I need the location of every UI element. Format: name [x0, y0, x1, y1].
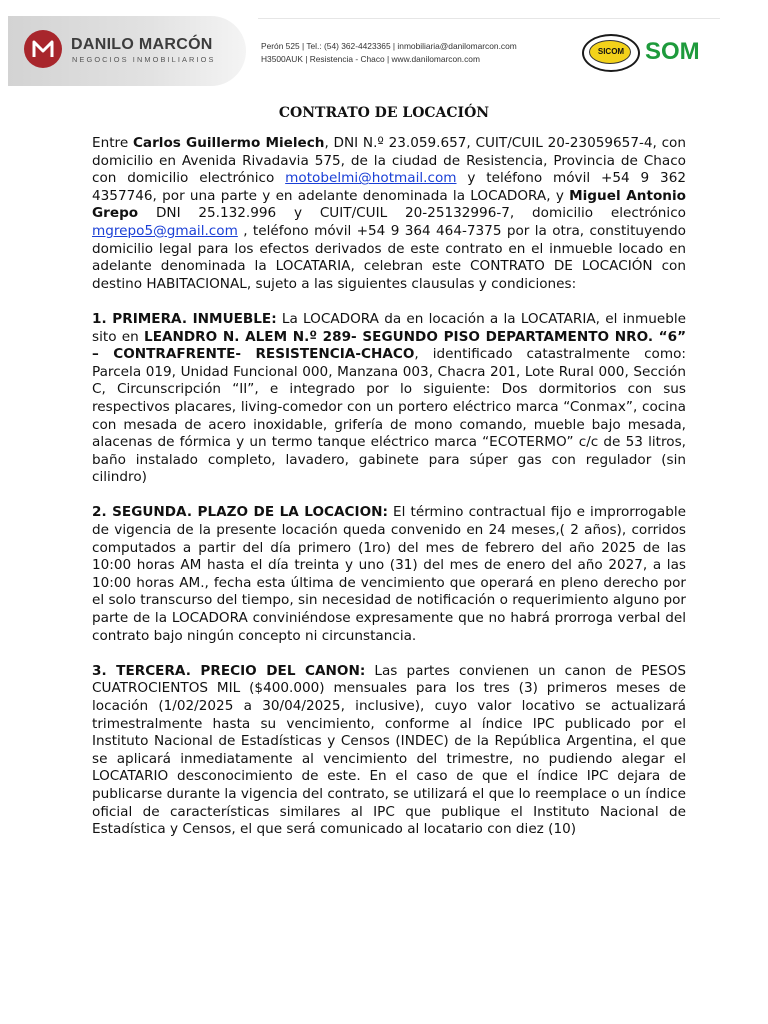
- clause-2-heading: 2. SEGUNDA. PLAZO DE LA LOCACION:: [92, 504, 388, 521]
- clause-2: [92, 504, 686, 645]
- clause-3-text: Las partes convienen un canon de PESOS CUATROCIENTOS MIL ($400.000) mensuales para los tres (3) primeros meses de locación (1/02/2025 a 30/04/2025, inclusive), cuyo valor locativo se actualizará trimestralmente hasta su vencimiento, conforme al índice IPC publicado por el Instituto Nacional de Estadísticas y Censos (INDEC) de la República Argentina, el que se aplicará inmediatamente al vencimiento del trimestre, no pudiendo alegar el LOCATARIO desconocimiento de este. En el caso de que el índice IPC dejara de publicarse durante la vigencia del contrato, se utilizará el que lo reemplace o un índice oficial de características similares al IPC que publique el Instituto Nacional de Estadística y Censos, el que será comunicado al locatario con diez (10): [92, 662, 686, 838]
- contract-body: [92, 135, 686, 856]
- property-address: LEANDRO N. ALEM N.º 289- SEGUNDO PISO DEPARTAMENTO NRO. “6” – CONTRAFRENTE- RESISTENCIA-CHACO: [92, 328, 686, 363]
- clause-1-text: La LOCADORA da en locación a la LOCATARIA, el inmueble sito en: [92, 310, 686, 345]
- sicom-logo-icon: [582, 34, 640, 72]
- intro-text: Entre: [92, 135, 133, 151]
- som-logo: SOM: [645, 38, 700, 65]
- sicom-label: SICOM: [597, 47, 625, 56]
- brand-name: DANILO MARCÓN: [71, 36, 213, 53]
- clause-2-text: El término contractual fijo e improrrogable de vigencia de la presente locación queda convenido en 24 meses,( 2 años), corridos computados a partir del día primero (1ro) del mes de febrero del año 2025 de las 10:00 horas AM hasta el día treinta y uno (31) del mes de enero del año 2027, a las 10:00 horas AM., fecha esta última de vencimiento que operará en pleno derecho por el solo transcurso del tiempo, sin necesidad de notificación o requerimiento alguno por parte de la LOCADORA conviniéndose expresamente que no habrá prorroga verbal del contrato bajo ningún concepto ni circunstancia.: [92, 504, 686, 644]
- intro-text: , DNI N.º 23.059.657, CUIT/CUIL 20-23059657-4, con domicilio en Avenida Rivadavia 575, de la ciudad de Resistencia, Provincia de Chaco con domicilio electrónico: [92, 135, 686, 187]
- contact-line-2: H3500AUK | Resistencia - Chaco | www.danilomarcon.com: [261, 54, 480, 64]
- clause-3-heading: 3. TERCERA. PRECIO DEL CANON:: [92, 662, 366, 679]
- letterhead: [0, 0, 768, 90]
- clause-1-text: , identificado catastralmente como: Parcela 019, Unidad Funcional 000, Manzana 003, Chacra 201, Lote Rural 000, Sección C, Circunscripción “II”, e integrado por lo siguiente: Dos dormitorios con sus respectivos placares, living-comedor con un portero eléctrico marca “Conmax”, cocina con mesada de acero inoxidable, grifería de mono comando, mueble bajo mesada, alacenas de fórmica y un termo tanque eléctrico marca “ECOTERMO” c/c de 53 litros, baño instalado completo, lavadero, gabinete para súper gas con regulador (sin cilindro): [92, 346, 686, 486]
- locataria-name: Miguel Antonio Grepo: [92, 187, 686, 222]
- intro-text: , teléfono móvil +54 9 364 464-7375 por la otra, constituyendo domicilio legal para los efectos derivados de este contrato en el inmueble locado en adelante denominada la LOCATARIA, celebran este CONTRATO DE LOCACIÓN con destino HABITACIONAL, sujeto a las siguientes clausulas y condiciones:: [92, 222, 686, 292]
- email-link-locataria[interactable]: mgrepo5@gmail.com: [92, 222, 238, 239]
- contact-line-1: Perón 525 | Tel.: (54) 362-4423365 | inmobiliaria@danilomarcon.com: [261, 41, 517, 51]
- clause-1-heading: 1. PRIMERA. INMUEBLE:: [92, 310, 277, 327]
- clause-1: [92, 311, 686, 487]
- brand-tagline: NEGOCIOS INMOBILIARIOS: [72, 55, 216, 64]
- email-link-locadora[interactable]: motobelmi@hotmail.com: [285, 170, 457, 187]
- locadora-name: Carlos Guillermo Mielech: [132, 135, 325, 151]
- danilo-marcon-logo-icon: [24, 30, 62, 68]
- intro-text: y teléfono móvil +54 9 362 4357746, por una parte y en adelante denominada la LOCADORA, y: [92, 170, 687, 204]
- intro-paragraph: [92, 135, 686, 293]
- header-divider: [258, 18, 720, 19]
- intro-text: DNI 25.132.996 y CUIT/CUIL 20-25132996-7, domicilio electrónico: [138, 205, 686, 222]
- clause-3: [92, 663, 686, 839]
- document-title: CONTRATO DE LOCACIÓN: [278, 105, 490, 121]
